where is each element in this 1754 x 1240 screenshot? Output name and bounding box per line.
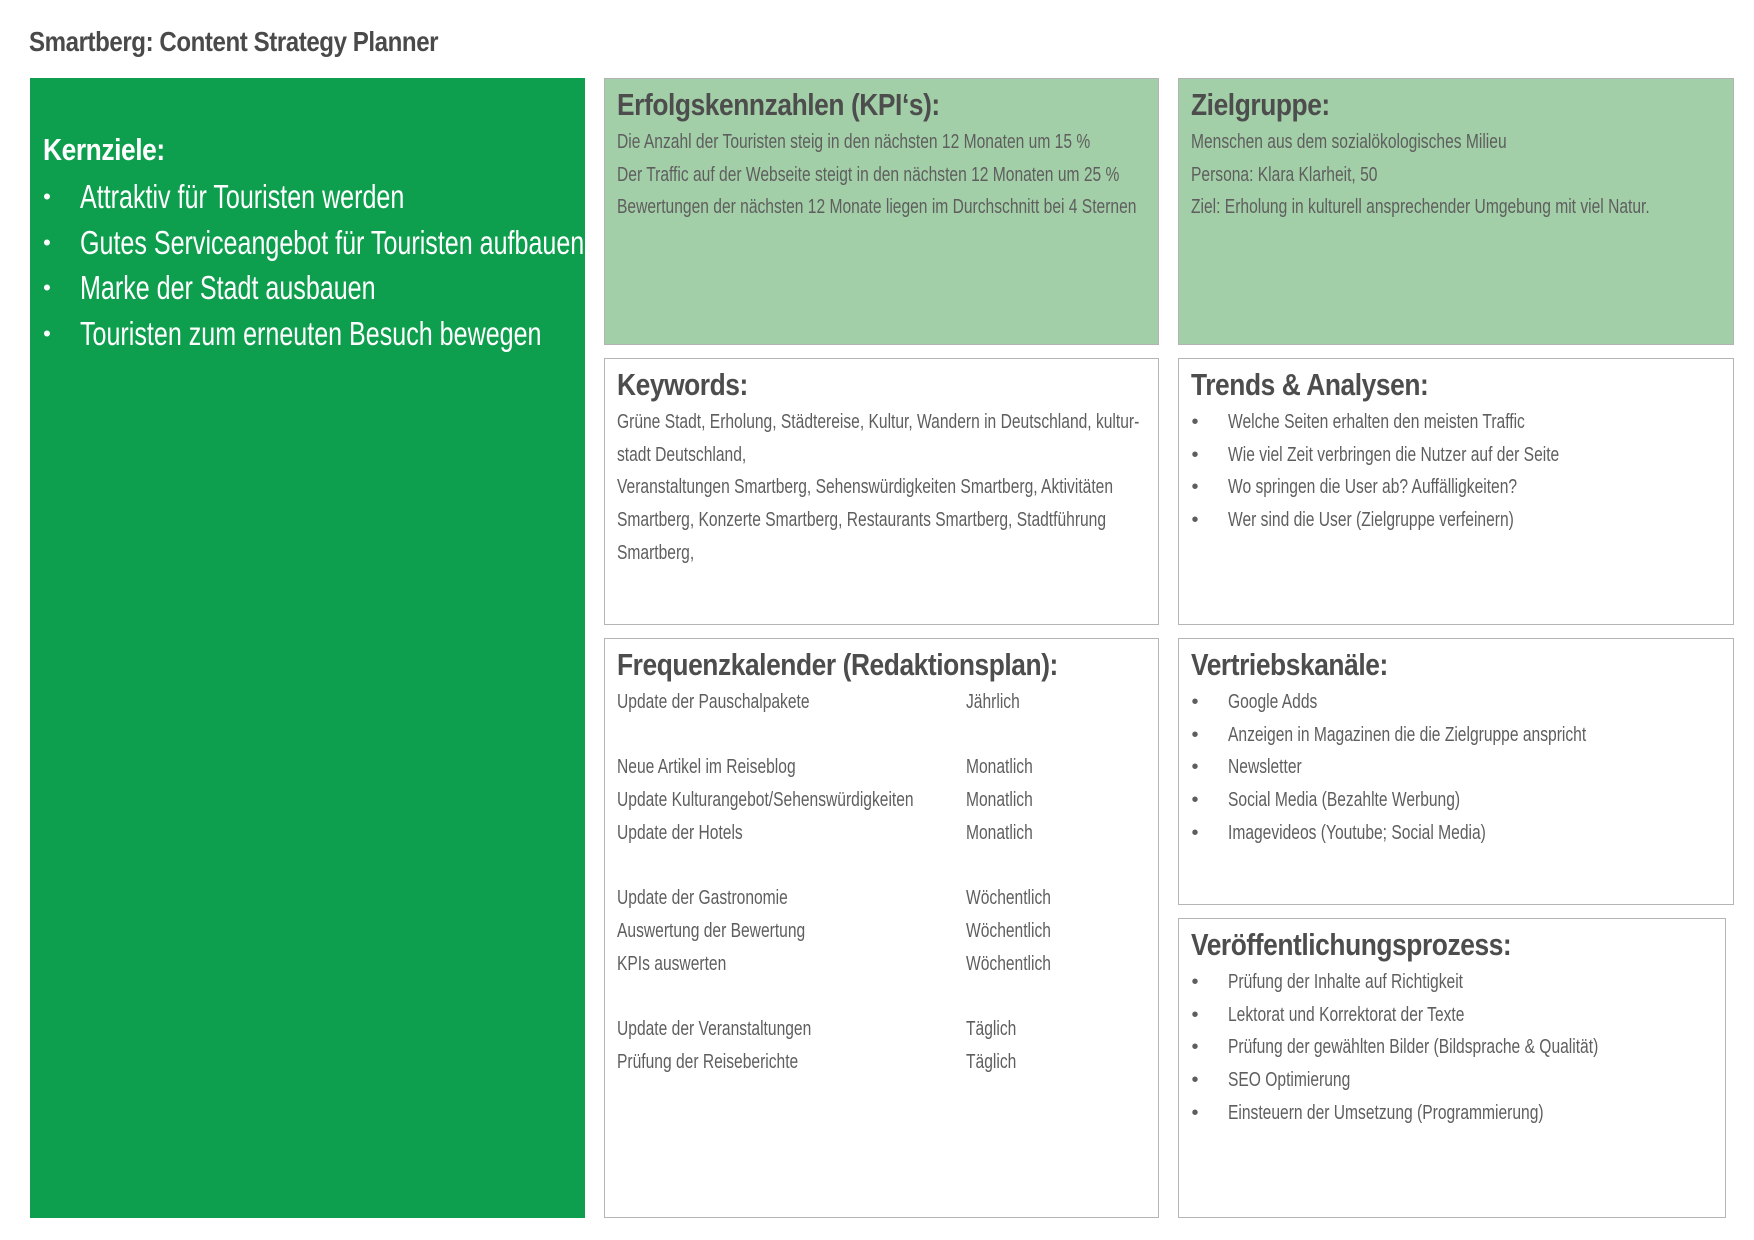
table-row: Neue Artikel im Reiseblog Monatlich [617,756,1033,779]
prozess-panel: Veröffentlichungsprozess: • Prüfung der Inhalte auf Richtigkeit • Lektorat und Korrektorat der Texte • Prüfung der gewählten Bilder (Bildsprache & Qualität) • SEO Optimierung • Einsteuern der Umsetzung (Programmierung) [1178,918,1726,1218]
trends-heading: Trends & Analysen: [1191,367,1429,402]
list-item: Menschen aus dem sozialökologisches Milieu [1191,131,1507,153]
bullet-icon: • [43,275,51,300]
bullet-icon: • [1191,476,1199,499]
kernziele-panel: Kernziele: • Attraktiv für Touristen werden • Gutes Serviceangebot für Touristen aufbauen • Marke der Stadt ausbauen • Touristen zum erneuten Besuch bewegen [30,78,585,1218]
bullet-icon: • [1191,723,1199,746]
frequenz-heading: Frequenzkalender (Redaktionsplan): [617,647,1058,682]
table-row: KPIs auswerten Wöchentlich [617,952,1051,975]
table-row: Update der Pauschalpakete Jährlich [617,691,1020,713]
text-line: Veranstaltungen Smartberg, Sehenswürdigkeiten Smartberg, Aktivitäten [617,476,1114,499]
zielgruppe-heading: Zielgruppe: [1191,87,1330,122]
prozess-heading: Veröffentlichungsprozess: [1191,927,1512,962]
table-row [617,980,1147,1013]
bullet-icon: • [1191,1003,1199,1026]
table-row: Update Kulturangebot/Sehenswürdigkeiten Monatlich [617,789,1033,812]
zielgruppe-list [1191,126,1754,224]
table-row [617,849,1147,882]
text-line: Smartberg, [617,541,695,564]
bullet-icon: • [1191,443,1199,466]
zielgruppe-panel [1178,78,1734,345]
table-row: Auswertung der Bewertung Wöchentlich [617,919,1051,942]
bullet-icon: • [1191,509,1199,532]
bullet-icon: • [43,320,51,346]
keywords-heading: Keywords: [617,367,748,402]
table-row: Update der Veranstaltungen Täglich [617,1017,1017,1040]
list-item: Der Traffic auf der Webseite steigt in den nächsten 12 Monaten um 25 % [617,163,1120,186]
bullet-icon: • [43,229,51,255]
bullet-icon: • [1191,971,1199,993]
text-line: stadt Deutschland, [617,443,747,466]
kernziele-heading: Kernziele: [43,132,165,167]
table-row: Update der Gastronomie Wöchentlich [617,887,1051,910]
bullet-icon: • [1191,691,1199,713]
kpi-panel [604,78,1159,345]
frequenz-panel [604,638,1159,1218]
trends-panel: Trends & Analysen: • Welche Seiten erhalten den meisten Traffic • Wie viel Zeit verbringen die Nutzer auf der Seite • Wo springen die User ab? Auffälligkeiten? • Wer sind die User (Zielgruppe verfeinern) [1178,358,1734,625]
table-row [617,719,1147,752]
page-title: Smartberg: Content Strategy Planner [29,26,439,57]
list-item: Die Anzahl der Touristen steig in den nächsten 12 Monaten um 15 % [617,131,1091,153]
vertrieb-panel: Vertriebskanäle: • Google Adds • Anzeigen in Magazinen die die Zielgruppe anspricht • Newsletter • Social Media (Bezahlte Werbung) • Imagevideos (Youtube; Social Media) [1178,638,1734,905]
list-item: Persona: Klara Klarheit, 50 [1191,163,1378,186]
bullet-icon: • [1191,1036,1199,1059]
bullet-icon: • [1191,1101,1199,1124]
list-item: Ziel: Erholung in kulturell ansprechender Umgebung mit viel Natur. [1191,196,1650,219]
table-row: Update der Hotels Monatlich [617,821,1033,844]
bullet-icon: • [1191,756,1199,779]
table-row: Prüfung der Reiseberichte Täglich [617,1050,1017,1073]
kpi-heading: Erfolgskennzahlen (KPI‘s): [617,87,940,122]
list-item: Bewertungen der nächsten 12 Monate liegen im Durchschnitt bei 4 Sternen [617,196,1137,219]
keywords-panel [604,358,1159,625]
frequenz-table [617,686,1147,1078]
bullet-icon: • [1191,411,1199,433]
bullet-icon: • [1191,789,1199,812]
text-line: Smartberg, Konzerte Smartberg, Restaurants Smartberg, Stadtführung [617,509,1107,532]
text-line: Grüne Stadt, Erholung, Städtereise, Kultur, Wandern in Deutschland, kultur- [617,411,1140,433]
bullet-icon: • [1191,821,1199,844]
vertrieb-heading: Vertriebskanäle: [1191,647,1388,682]
bullet-icon: • [43,184,51,209]
bullet-icon: • [1191,1069,1199,1092]
